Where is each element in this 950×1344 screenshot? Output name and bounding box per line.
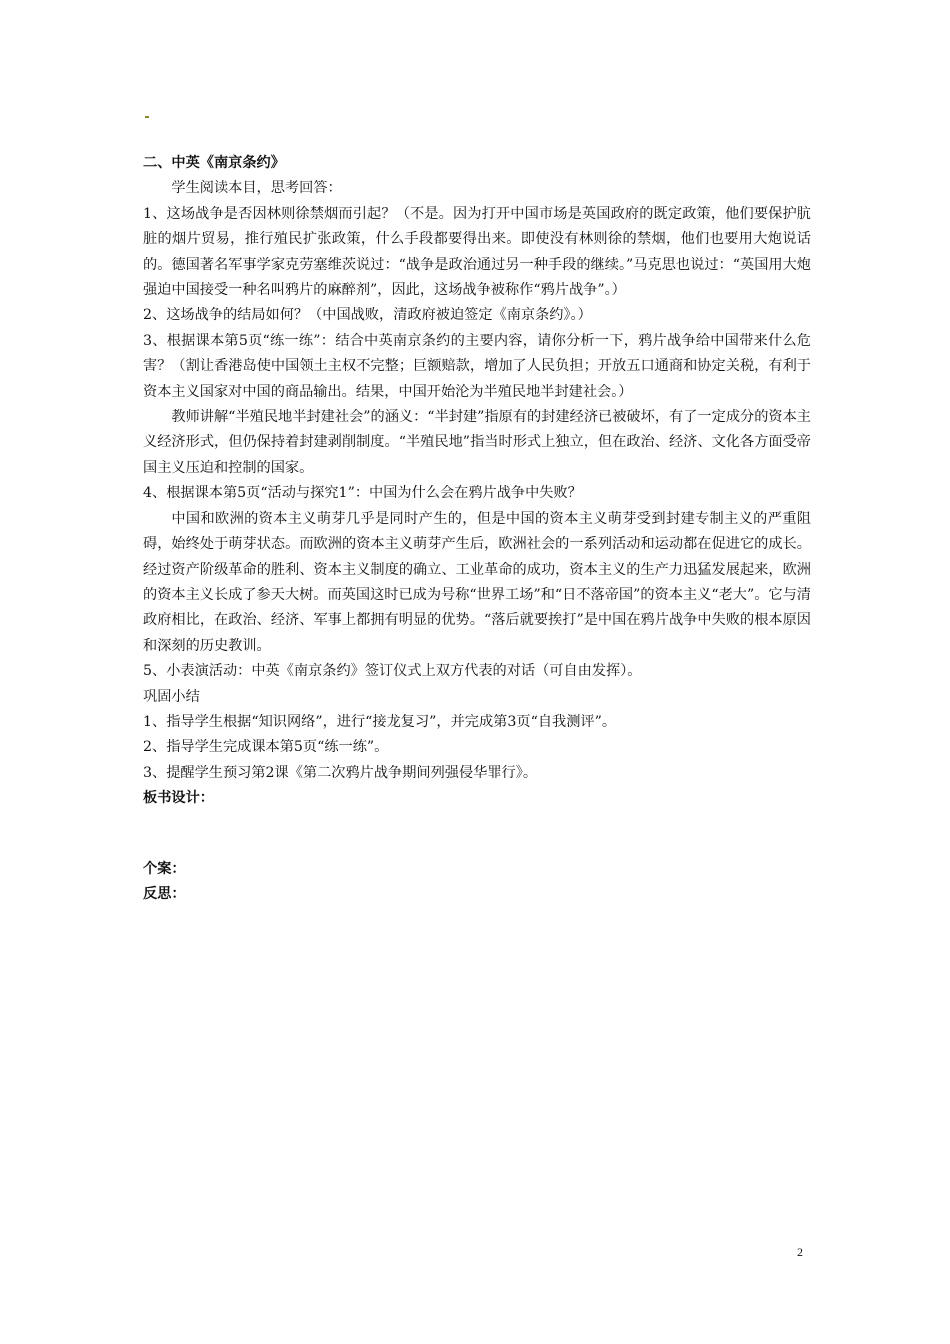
- teacher-explanation: 教师讲解“半殖民地半封建社会”的涵义：“半封建”指原有的封建经济已被破坏，有了一定成分的资本主义经济形式，但仍保持着封建剥削制度。“半殖民地”指当时形式上独立，但在政治、经济、文化各方面受帝国主义压迫和控制的国家。: [143, 409, 811, 476]
- summary-item-3: 3、提醒学生预习第2课《第二次鸦片战争期间列强侵华罪行》。: [143, 764, 538, 781]
- activity-5: 5、小表演活动：中英《南京条约》签订仪式上双方代表的对话（可自由发挥）。: [143, 663, 642, 680]
- question-1: 1、这场战争是否因林则徐禁烟而引起？（不是。因为打开中国市场是英国政府的既定政策，他们要保护肮脏的烟片贸易，推行殖民扩张政策，什么手段都要得出来。即使没有林则徐的禁烟，他们也要用大炮说话的。德国著名军事学家克劳塞维茨说过：“战争是政治通过另一种手段的继续。”马克思也说过：“英国用大炮强迫中国接受一种名叫鸦片的麻醉剂”，因此，这场战争被称作“鸦片战争”。）: [143, 205, 811, 299]
- reflection-label: 反思：: [143, 885, 186, 902]
- summary-item-1: 1、指导学生根据“知识网络”，进行“接龙复习”，并完成第3页“自我测评”。: [143, 713, 617, 730]
- question-3: 3、根据课本第5页“练一练”：结合中英南京条约的主要内容，请你分析一下，鸦片战争给中国带来什么危害？（割让香港岛使中国领土主权不完整；巨额赔款，增加了人民负担；开放五口通商和协定关税，有利于资本主义国家对中国的商品输出。结果，中国开始沦为半殖民地半封建社会。）: [143, 332, 811, 400]
- document-content: [143, 151, 811, 907]
- individual-case-label: 个案：: [143, 860, 186, 877]
- question-4: 4、根据课本第5页“活动与探究1”：中国为什么会在鸦片战争中失败？: [143, 485, 582, 502]
- question-2: 2、这场战争的结局如何？（中国战败，清政府被迫签定《南京条约》。）: [143, 307, 592, 324]
- page-number: 2: [797, 1245, 803, 1259]
- summary-item-2: 2、指导学生完成课本第5页“练一练”。: [143, 739, 389, 756]
- board-design-label: 板书设计：: [143, 790, 214, 807]
- section-title: 二、中英《南京条约》: [143, 155, 285, 171]
- scan-mark: [145, 116, 149, 118]
- summary-heading: 巩固小结: [143, 688, 200, 705]
- answer-4: 中国和欧洲的资本主义萌芽几乎是同时产生的，但是中国的资本主义萌芽受到封建专制主义的严重阻碍，始终处于萌芽状态。而欧洲的资本主义萌芽产生后，欧洲社会的一系列活动和运动都在促进它的成长。经过资产阶级革命的胜利、资本主义制度的确立、工业革命的成功，资本主义的生产力迅猛发展起来，欧洲的资本主义长成了参天大树。而英国这时已成为号称“世界工场”和“日不落帝国”的资本主义“老大”。它与清政府相比，在政治、经济、军事上都拥有明显的优势。“落后就要挨打”是中国在鸦片战争中失败的根本原因和深刻的历史教训。: [143, 510, 811, 654]
- paragraph-reading-instruction: 学生阅读本目，思考回答：: [171, 180, 342, 197]
